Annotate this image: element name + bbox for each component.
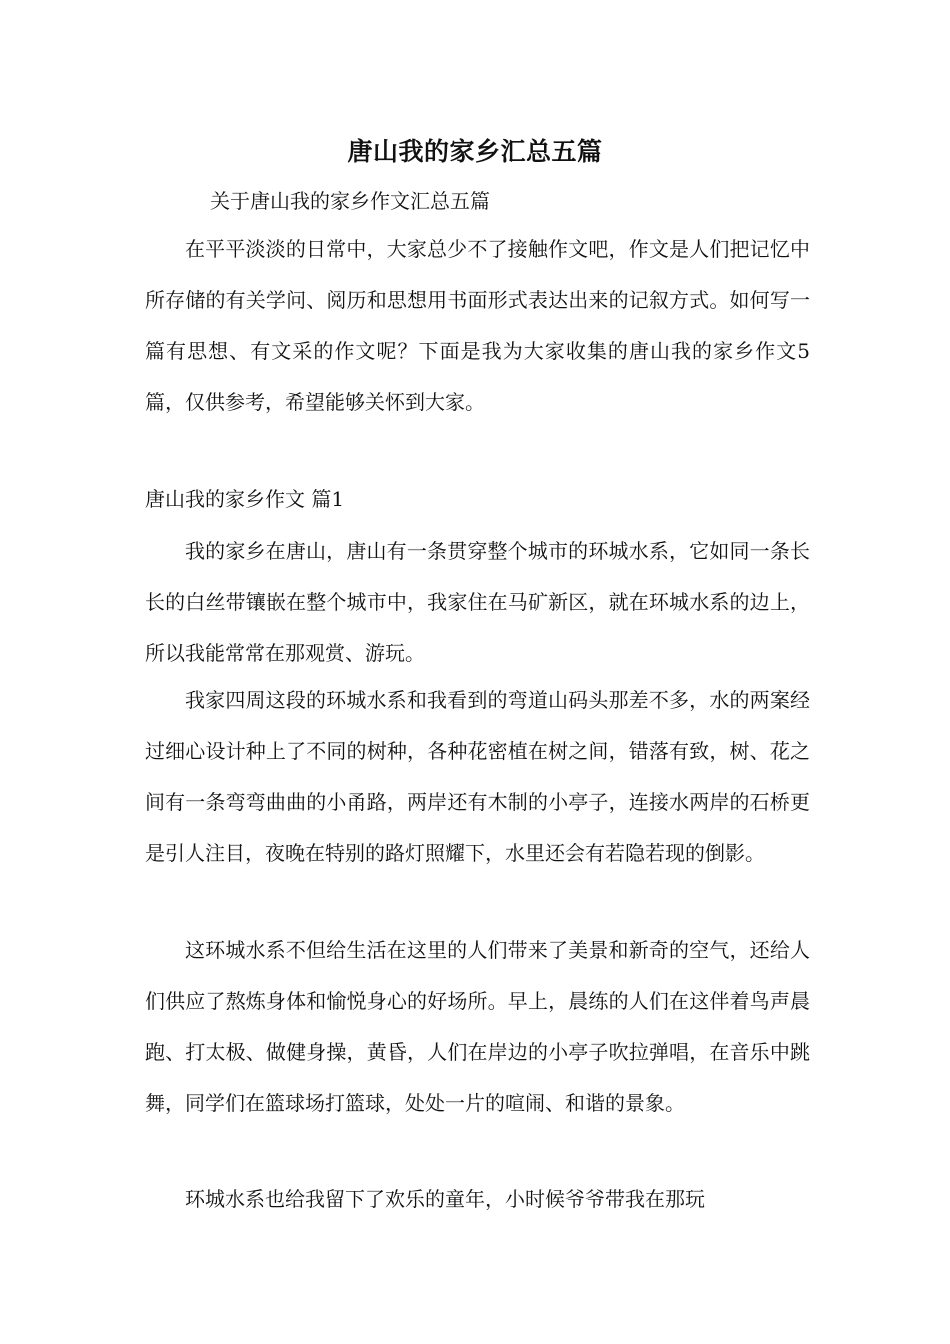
document-title: 唐山我的家乡汇总五篇 xyxy=(347,137,603,166)
body-paragraph: 环城水系也给我留下了欢乐的童年，小时候爷爷带我在那玩 xyxy=(185,1187,705,1211)
body-paragraph: 我的家乡在唐山，唐山有一条贯穿整个城市的环城水系，它如同一条长长的白丝带镶嵌在整个城市中，我家住在马矿新区，就在环城水系的边上，所以我能常常在那观赏、游玩。 xyxy=(145,539,810,665)
body-paragraph: 我家四周这段的环城水系和我看到的弯道山码头那差不多，水的两案经过细心设计种上了不同的树种，各种花密植在树之间，错落有致，树、花之间有一条弯弯曲曲的小甬路，两岸还有木制的小亭子，连接水两岸的石桥更是引人注目，夜晚在特别的路灯照耀下，水里还会有若隐若现的倒影。 xyxy=(145,688,810,865)
body-paragraph: 这环城水系不但给生活在这里的人们带来了美景和新奇的空气，还给人们供应了熬炼身体和愉悦身心的好场所。早上，晨练的人们在这伴着鸟声晨跑、打太极、做健身操，黄昏，人们在岸边的小亭子吹拉弹唱，在音乐中跳舞，同学们在篮球场打篮球，处处一片的喧闹、和谐的景象。 xyxy=(145,938,810,1115)
document-subtitle: 关于唐山我的家乡作文汇总五篇 xyxy=(210,189,490,213)
intro-paragraph: 在平平淡淡的日常中，大家总少不了接触作文吧，作文是人们把记忆中所存储的有关学问、阅历和思想用书面形式表达出来的记叙方式。如何写一篇有思想、有文采的作文呢？下面是我为大家收集的唐山我的家乡作文5篇，仅供参考，希望能够关怀到大家。 xyxy=(145,237,810,414)
section-heading: 唐山我的家乡作文 篇1 xyxy=(145,487,345,511)
